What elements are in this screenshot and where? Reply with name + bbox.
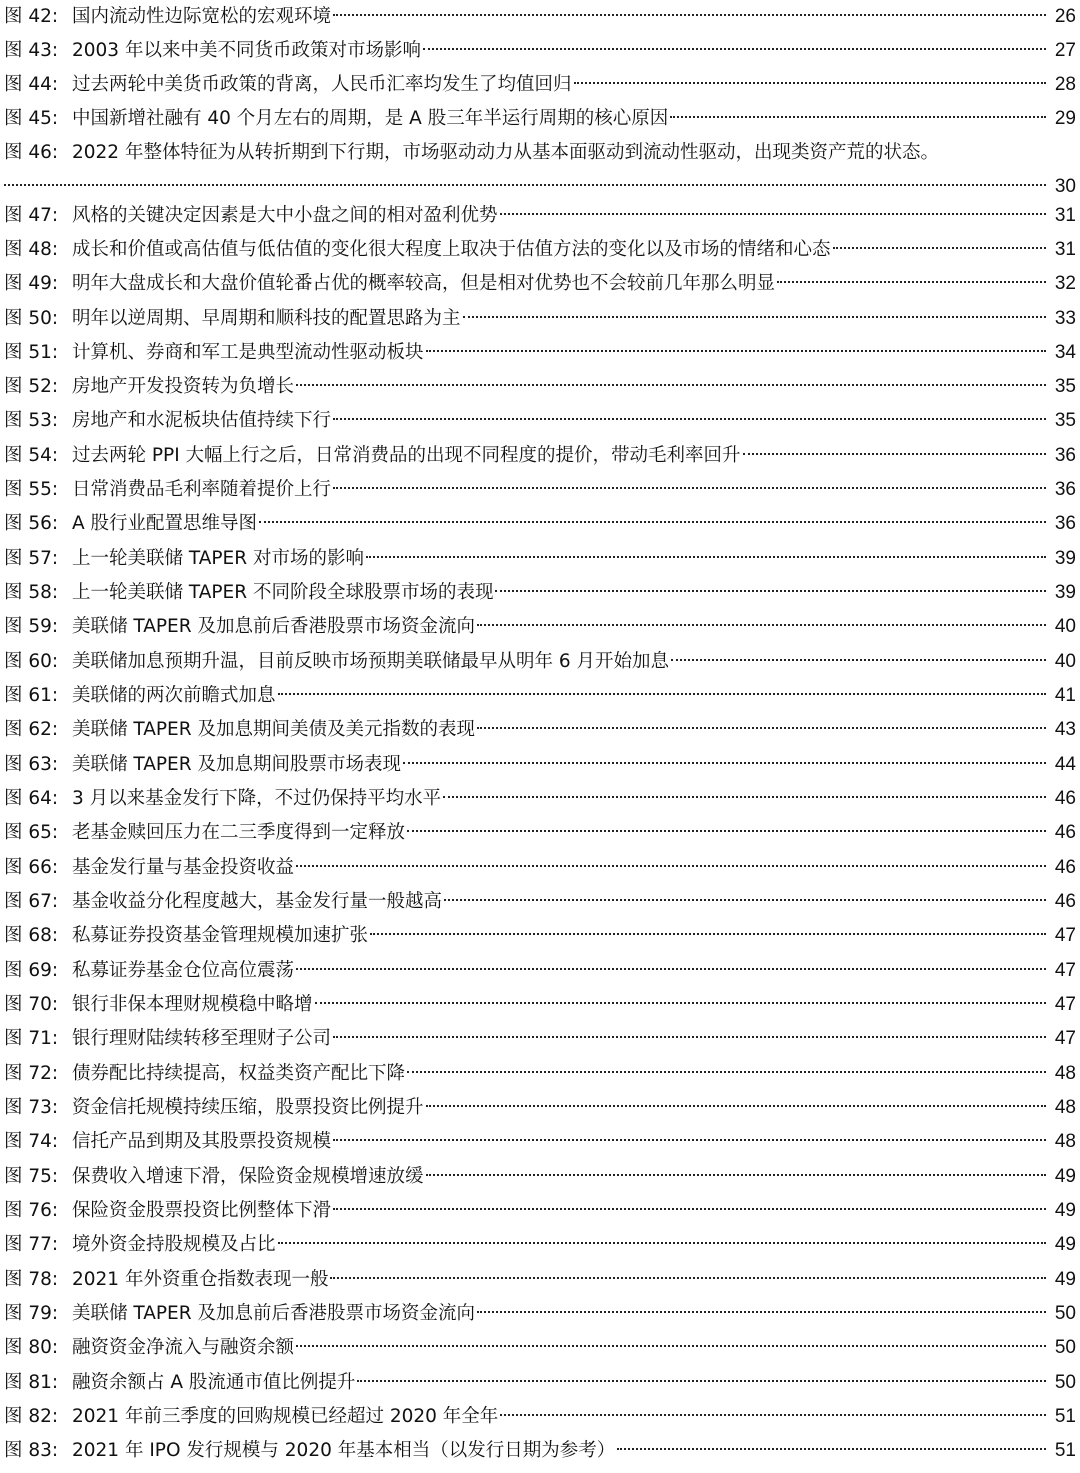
- toc-entry[interactable]: [4, 679, 1076, 713]
- toc-entry[interactable]: [4, 267, 1076, 301]
- dot-leader: [671, 659, 1046, 661]
- figure-title: 美联储 TAPER 及加息期间股票市场表现: [72, 754, 401, 775]
- figure-label: 图 67:: [4, 891, 59, 912]
- toc-entry[interactable]: [4, 816, 1076, 850]
- dot-leader: [477, 1311, 1046, 1313]
- figure-label: 图 42:: [4, 6, 59, 27]
- figure-label: 图 58:: [4, 582, 59, 603]
- dot-leader: [443, 796, 1046, 798]
- dot-leader: [4, 184, 1046, 186]
- figure-title: 融资资金净流入与融资余额: [72, 1337, 295, 1358]
- toc-entry[interactable]: [4, 1366, 1076, 1400]
- figure-label: 图 47:: [4, 205, 59, 226]
- figure-title: 2022 年整体特征为从转折期到下行期，市场驱动动力从基本面驱动到流动性驱动，出现类资产荒的状态。: [72, 142, 939, 163]
- dot-leader: [296, 1345, 1046, 1347]
- figure-label: 图 62:: [4, 719, 59, 740]
- page-number: 48: [1054, 1097, 1076, 1118]
- dot-leader: [333, 487, 1046, 489]
- page-number: 47: [1054, 925, 1076, 946]
- figure-label: 图 61:: [4, 685, 59, 706]
- toc-entry[interactable]: [4, 473, 1076, 507]
- toc-entry[interactable]: [4, 713, 1076, 747]
- dot-leader: [333, 1139, 1046, 1141]
- figure-title: 明年以逆周期、早周期和顺科技的配置思路为主: [72, 308, 461, 329]
- dot-leader: [333, 14, 1046, 16]
- page-number: 47: [1054, 960, 1076, 981]
- page-number: 51: [1054, 1440, 1076, 1461]
- page-number: 46: [1054, 788, 1076, 809]
- figure-label: 图 73:: [4, 1097, 59, 1118]
- toc-entry[interactable]: [4, 851, 1076, 885]
- dot-leader: [495, 590, 1046, 592]
- toc-entry[interactable]: [4, 1022, 1076, 1056]
- page-number: 40: [1054, 651, 1076, 672]
- figure-title: 2021 年 IPO 发行规模与 2020 年基本相当（以发行日期为参考）: [72, 1440, 616, 1461]
- dot-leader: [743, 453, 1046, 455]
- toc-entry[interactable]: [4, 885, 1076, 919]
- figure-title: 计算机、券商和军工是典型流动性驱动板块: [72, 342, 424, 363]
- figure-label: 图 46:: [4, 142, 59, 163]
- figure-title: 私募证券基金仓位高位震荡: [72, 960, 295, 981]
- figure-label: 图 59:: [4, 616, 59, 637]
- figure-label: 图 57:: [4, 548, 59, 569]
- figure-label: 图 44:: [4, 74, 59, 95]
- figure-title: 境外资金持股规模及占比: [72, 1234, 276, 1255]
- figure-label: 图 69:: [4, 960, 59, 981]
- page-number: 26: [1054, 6, 1076, 27]
- dot-leader: [403, 762, 1046, 764]
- figure-title: 保费收入增速下滑，保险资金规模增速放缓: [72, 1166, 424, 1187]
- toc-entry[interactable]: [4, 645, 1076, 679]
- figure-title: 基金收益分化程度越大，基金发行量一般越高: [72, 891, 443, 912]
- page-number: 32: [1054, 273, 1076, 294]
- page-number: 34: [1054, 342, 1076, 363]
- dot-leader: [315, 1002, 1046, 1004]
- toc-entry[interactable]: [4, 136, 1076, 204]
- dot-leader: [500, 1414, 1046, 1416]
- page-number: 31: [1054, 205, 1076, 226]
- figure-label: 图 60:: [4, 651, 59, 672]
- toc-entry[interactable]: [4, 34, 1076, 68]
- dot-leader: [296, 384, 1046, 386]
- page-number: 47: [1054, 994, 1076, 1015]
- page-number: 43: [1054, 719, 1076, 740]
- page-number: 39: [1054, 548, 1076, 569]
- toc-entry[interactable]: [4, 748, 1076, 782]
- toc-entry[interactable]: [4, 954, 1076, 988]
- figure-title: 美联储 TAPER 及加息前后香港股票市场资金流向: [72, 616, 475, 637]
- page-number: 49: [1054, 1166, 1076, 1187]
- page-number: 31: [1054, 239, 1076, 260]
- toc-entry[interactable]: [4, 404, 1076, 438]
- toc-entry[interactable]: [4, 610, 1076, 644]
- toc-entry[interactable]: [4, 302, 1076, 336]
- dot-leader: [423, 48, 1046, 50]
- figure-label: 图 48:: [4, 239, 59, 260]
- dot-leader: [333, 1208, 1046, 1210]
- figure-title: 明年大盘成长和大盘价值轮番占优的概率较高，但是相对优势也不会较前几年那么明显: [72, 273, 776, 294]
- dot-leader: [477, 727, 1046, 729]
- figure-title: 2003 年以来中美不同货币政策对市场影响: [72, 40, 421, 61]
- figure-title: 过去两轮中美货币政策的背离，人民币汇率均发生了均值回归: [72, 74, 572, 95]
- dot-leader: [366, 556, 1046, 558]
- toc-entry[interactable]: [4, 1160, 1076, 1194]
- toc-entry[interactable]: [4, 199, 1076, 233]
- toc-entry[interactable]: [4, 439, 1076, 473]
- figure-title: 融资余额占 A 股流通市值比例提升: [72, 1372, 356, 1393]
- dot-leader: [426, 1174, 1046, 1176]
- dot-leader: [670, 116, 1046, 118]
- figure-title: 2021 年外资重仓指数表现一般: [72, 1269, 329, 1290]
- toc-entry[interactable]: [4, 1228, 1076, 1262]
- figure-title: 风格的关键决定因素是大中小盘之间的相对盈利优势: [72, 205, 498, 226]
- figure-title: 保险资金股票投资比例整体下滑: [72, 1200, 332, 1221]
- figure-title: 资金信托规模持续压缩，股票投资比例提升: [72, 1097, 424, 1118]
- page-number: 46: [1054, 822, 1076, 843]
- figure-label: 图 63:: [4, 754, 59, 775]
- page-number: 44: [1054, 754, 1076, 775]
- page-number: 49: [1054, 1200, 1076, 1221]
- figure-label: 图 53:: [4, 410, 59, 431]
- toc-entry[interactable]: [4, 507, 1076, 541]
- figure-label: 图 83:: [4, 1440, 59, 1461]
- dot-leader: [477, 624, 1046, 626]
- figure-label: 图 77:: [4, 1234, 59, 1255]
- figure-title: 债券配比持续提高，权益类资产配比下降: [72, 1063, 406, 1084]
- toc-entry[interactable]: [4, 0, 1076, 34]
- toc-entry[interactable]: [4, 988, 1076, 1022]
- figure-title: 私募证券投资基金管理规模加速扩张: [72, 925, 369, 946]
- page-number: 36: [1054, 445, 1076, 466]
- toc-entry[interactable]: [4, 1091, 1076, 1125]
- figure-title: 3 月以来基金发行下降，不过仍保持平均水平: [72, 788, 442, 809]
- dot-leader: [259, 521, 1046, 523]
- dot-leader: [444, 899, 1046, 901]
- page-number: 28: [1054, 74, 1076, 95]
- page-number: 30: [1054, 176, 1076, 197]
- figure-label: 图 49:: [4, 273, 59, 294]
- page-number: 50: [1054, 1303, 1076, 1324]
- figure-title: 美联储 TAPER 及加息前后香港股票市场资金流向: [72, 1303, 475, 1324]
- figure-label: 图 45:: [4, 108, 59, 129]
- page-number: 36: [1054, 479, 1076, 500]
- toc-entry[interactable]: [4, 1297, 1076, 1331]
- page-number: 49: [1054, 1234, 1076, 1255]
- toc-entry[interactable]: [4, 1434, 1076, 1468]
- page-number: 35: [1054, 410, 1076, 431]
- dot-leader: [426, 1105, 1046, 1107]
- page-number: 39: [1054, 582, 1076, 603]
- figure-label: 图 75:: [4, 1166, 59, 1187]
- figure-label: 图 79:: [4, 1303, 59, 1324]
- figure-title: 中国新增社融有 40 个月左右的周期，是 A 股三年半运行周期的核心原因: [72, 108, 669, 129]
- figure-label: 图 54:: [4, 445, 59, 466]
- figure-title: A 股行业配置思维导图: [72, 513, 258, 534]
- page-number: 36: [1054, 513, 1076, 534]
- figure-title: 国内流动性边际宽松的宏观环境: [72, 6, 332, 27]
- page-number: 41: [1054, 685, 1076, 706]
- figure-label: 图 64:: [4, 788, 59, 809]
- dot-leader: [574, 82, 1046, 84]
- toc-entry[interactable]: [4, 1400, 1076, 1434]
- dot-leader: [296, 865, 1046, 867]
- dot-leader: [463, 316, 1046, 318]
- figure-label: 图 51:: [4, 342, 59, 363]
- figure-title: 上一轮美联储 TAPER 不同阶段全球股票市场的表现: [72, 582, 494, 603]
- dot-leader: [407, 830, 1046, 832]
- figure-label: 图 70:: [4, 994, 59, 1015]
- figure-label: 图 72:: [4, 1063, 59, 1084]
- toc-entry[interactable]: [4, 1057, 1076, 1091]
- figure-title: 房地产和水泥板块估值持续下行: [72, 410, 332, 431]
- page-number: 46: [1054, 891, 1076, 912]
- figure-label: 图 50:: [4, 308, 59, 329]
- figure-label: 图 76:: [4, 1200, 59, 1221]
- dot-leader: [330, 1277, 1046, 1279]
- figure-title: 美联储 TAPER 及加息期间美债及美元指数的表现: [72, 719, 475, 740]
- dot-leader: [278, 1242, 1046, 1244]
- page-number: 33: [1054, 308, 1076, 329]
- figure-title: 成长和价值或高估值与低估值的变化很大程度上取决于估值方法的变化以及市场的情绪和心态: [72, 239, 831, 260]
- page-number: 49: [1054, 1269, 1076, 1290]
- page-number: 50: [1054, 1372, 1076, 1393]
- toc-entry[interactable]: [4, 68, 1076, 102]
- dot-leader: [357, 1380, 1046, 1382]
- toc-entry[interactable]: [4, 1194, 1076, 1228]
- figure-label: 图 74:: [4, 1131, 59, 1152]
- dot-leader: [617, 1448, 1046, 1450]
- page-number: 27: [1054, 40, 1076, 61]
- figure-title: 上一轮美联储 TAPER 对市场的影响: [72, 548, 364, 569]
- figure-title: 银行非保本理财规模稳中略增: [72, 994, 313, 1015]
- figure-label: 图 56:: [4, 513, 59, 534]
- figure-title: 日常消费品毛利率随着提价上行: [72, 479, 332, 500]
- figure-title: 美联储的两次前瞻式加息: [72, 685, 276, 706]
- page-number: 47: [1054, 1028, 1076, 1049]
- dot-leader: [426, 350, 1046, 352]
- figure-label: 图 81:: [4, 1372, 59, 1393]
- figure-title: 过去两轮 PPI 大幅上行之后，日常消费品的出现不同程度的提价，带动毛利率回升: [72, 445, 741, 466]
- dot-leader: [370, 933, 1046, 935]
- figure-title: 美联储加息预期升温，目前反映市场预期美联储最早从明年 6 月开始加息: [72, 651, 670, 672]
- figure-label: 图 71:: [4, 1028, 59, 1049]
- page-number: 50: [1054, 1337, 1076, 1358]
- figure-label: 图 55:: [4, 479, 59, 500]
- page-number: 46: [1054, 857, 1076, 878]
- figure-title: 信托产品到期及其股票投资规模: [72, 1131, 332, 1152]
- page-number: 40: [1054, 616, 1076, 637]
- figure-label: 图 80:: [4, 1337, 59, 1358]
- dot-leader: [296, 968, 1046, 970]
- figure-label: 图 68:: [4, 925, 59, 946]
- toc-entry[interactable]: [4, 370, 1076, 404]
- dot-leader: [777, 281, 1046, 283]
- toc-entry[interactable]: [4, 1331, 1076, 1365]
- figure-title: 银行理财陆续转移至理财子公司: [72, 1028, 332, 1049]
- dot-leader: [833, 247, 1046, 249]
- toc-entry[interactable]: [4, 782, 1076, 816]
- figure-label: 图 66:: [4, 857, 59, 878]
- toc-entry[interactable]: [4, 919, 1076, 953]
- toc-entry[interactable]: [4, 576, 1076, 610]
- dot-leader: [278, 693, 1046, 695]
- toc-entry[interactable]: [4, 1263, 1076, 1297]
- figure-label: 图 82:: [4, 1406, 59, 1427]
- figure-title: 2021 年前三季度的回购规模已经超过 2020 年全年: [72, 1406, 499, 1427]
- figure-label: 图 52:: [4, 376, 59, 397]
- toc-entry[interactable]: [4, 542, 1076, 576]
- dot-leader: [500, 213, 1046, 215]
- toc-entry[interactable]: [4, 233, 1076, 267]
- toc-entry[interactable]: [4, 336, 1076, 370]
- figure-title: 老基金赎回压力在二三季度得到一定释放: [72, 822, 406, 843]
- page-number: 35: [1054, 376, 1076, 397]
- page-number: 51: [1054, 1406, 1076, 1427]
- figure-label: 图 43:: [4, 40, 59, 61]
- dot-leader: [333, 1036, 1046, 1038]
- toc-entry[interactable]: [4, 1125, 1076, 1159]
- page-number: 48: [1054, 1063, 1076, 1084]
- page-number: 29: [1054, 108, 1076, 129]
- figure-title: 房地产开发投资转为负增长: [72, 376, 295, 397]
- dot-leader: [333, 418, 1046, 420]
- dot-leader: [407, 1071, 1046, 1073]
- figure-title: 基金发行量与基金投资收益: [72, 857, 295, 878]
- page-number: 48: [1054, 1131, 1076, 1152]
- figure-label: 图 78:: [4, 1269, 59, 1290]
- toc-entry[interactable]: [4, 102, 1076, 136]
- figure-label: 图 65:: [4, 822, 59, 843]
